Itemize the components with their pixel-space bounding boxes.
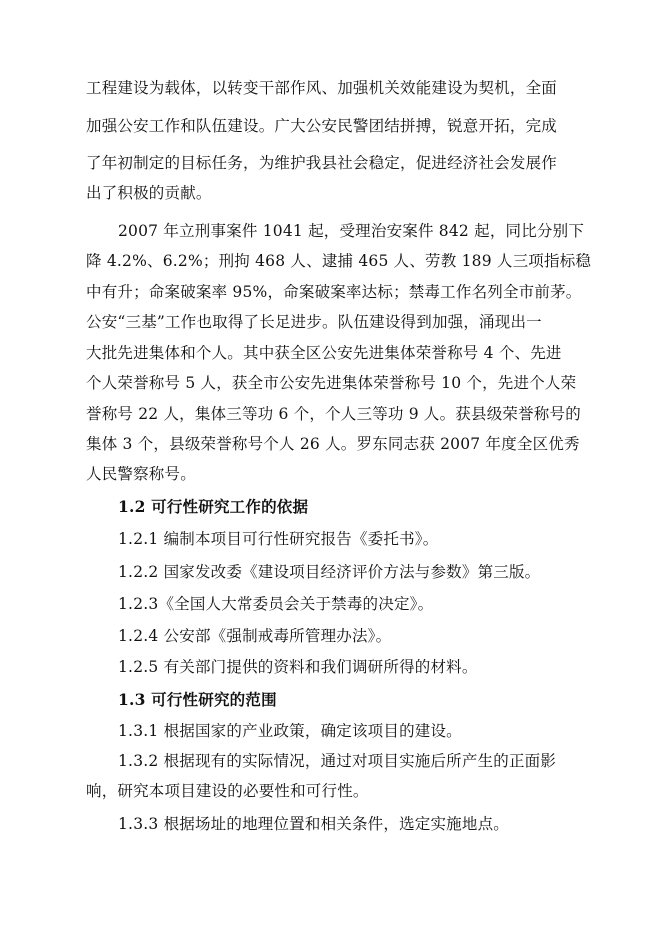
list-item: 1.2.2 国家发改委《建设项目经济评价方法与参数》第三版。 bbox=[118, 563, 541, 581]
body-text-line: 2007 年立刑事案件 1041 起，受理治安案件 842 起，同比分别下 bbox=[118, 222, 585, 240]
list-item: 1.3.2 根据现有的实际情况，通过对项目实施后所产生的正面影 bbox=[118, 752, 557, 770]
body-text-line: 加强公安工作和队伍建设。广大公安民警团结拼搏，锐意开拓，完成 bbox=[86, 117, 558, 135]
section-heading: 1.3 可行性研究的范围 bbox=[118, 690, 277, 709]
body-text-line: 人民警察称号。 bbox=[86, 465, 196, 483]
list-item: 1.3.1 根据国家的产业政策，确定该项目的建设。 bbox=[118, 722, 462, 740]
body-text-line: 集体 3 个，县级荣誉称号个人 26 人。罗东同志获 2007 年度全区优秀 bbox=[86, 435, 580, 453]
list-item: 1.2.4 公安部《强制戒毒所管理办法》。 bbox=[118, 627, 392, 645]
list-item: 1.3.3 根据场址的地理位置和相关条件，选定实施地点。 bbox=[118, 815, 509, 833]
body-text-line: 工程建设为载体，以转变干部作风、加强机关效能建设为契机，全面 bbox=[86, 79, 558, 97]
body-text-line: 出了积极的贡献。 bbox=[86, 184, 212, 202]
list-item: 1.2.5 有关部门提供的资料和我们调研所得的材料。 bbox=[118, 658, 478, 676]
body-text-line: 中有升；命案破案率 95%，命案破案率达标；禁毒工作名列全市前茅。 bbox=[86, 283, 582, 301]
body-text-line: 誉称号 22 人，集体三等功 6 个，个人三等功 9 人。获县级荣誉称号的 bbox=[86, 405, 581, 423]
body-text-line: 公安“三基”工作也取得了长足进步。队伍建设得到加强，涌现出一 bbox=[86, 313, 542, 331]
body-text-line: 降 4.2%、6.2%；刑拘 468 人、逮捕 465 人、劳教 189 人三项指标稳 bbox=[86, 252, 592, 270]
body-text-line: 大批先进集体和个人。其中获全区公安先进集体荣誉称号 4 个、先进 bbox=[86, 344, 562, 362]
section-heading: 1.2 可行性研究工作的依据 bbox=[118, 497, 309, 516]
list-item: 1.2.1 编制本项目可行性研究报告《委托书》。 bbox=[118, 530, 439, 548]
list-item: 1.2.3《全国人大常委员会关于禁毒的决定》。 bbox=[118, 595, 434, 613]
list-item-continuation: 响，研究本项目建设的必要性和可行性。 bbox=[86, 782, 369, 800]
body-text-line: 了年初制定的目标任务，为维护我县社会稳定，促进经济社会发展作 bbox=[86, 154, 558, 172]
body-text-line: 个人荣誉称号 5 人，获全市公安先进集体荣誉称号 10 个，先进个人荣 bbox=[86, 374, 577, 392]
